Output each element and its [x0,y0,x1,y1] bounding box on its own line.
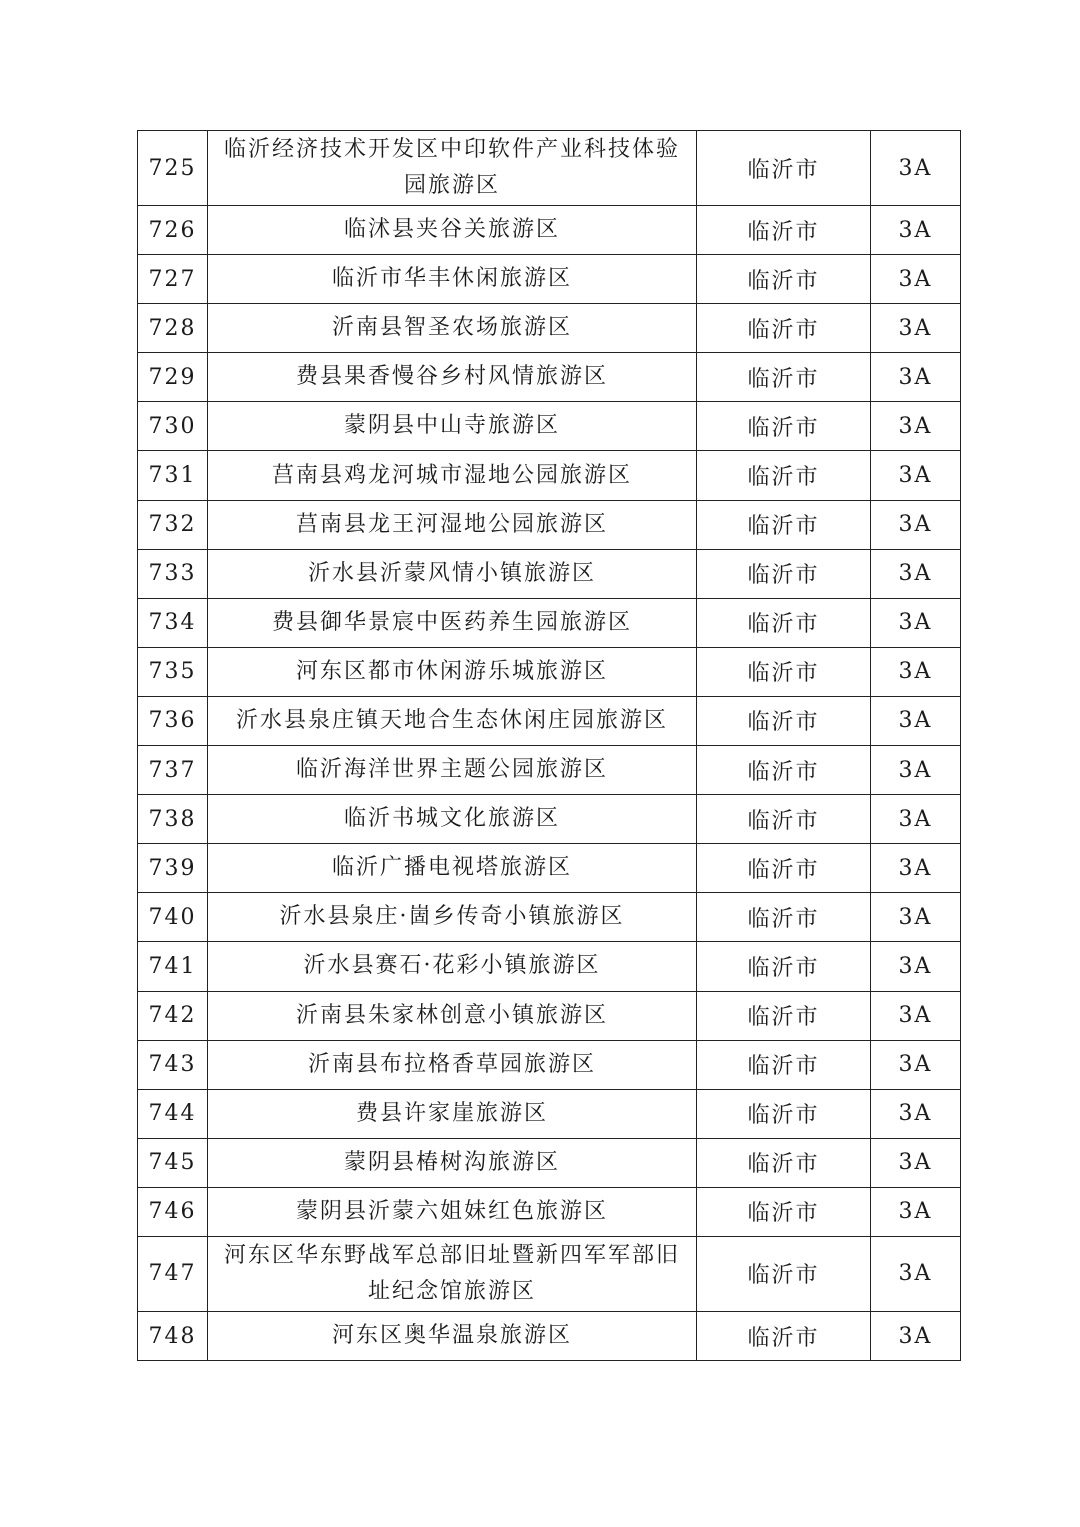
scenic-spot-name: 河东区奥华温泉旅游区 [208,1311,697,1360]
table-row [138,1138,961,1187]
table-row [138,1040,961,1089]
grade: 3A [871,893,961,942]
grade: 3A [871,1040,961,1089]
table-row [138,255,961,304]
grade: 3A [871,1138,961,1187]
city: 临沂市 [697,353,871,402]
table-row [138,893,961,942]
table-row [138,696,961,745]
table-row [138,942,961,991]
table-row [138,647,961,696]
row-number: 743 [138,1040,208,1089]
grade: 3A [871,696,961,745]
row-number: 729 [138,353,208,402]
city: 临沂市 [697,598,871,647]
grade: 3A [871,353,961,402]
row-number: 748 [138,1311,208,1360]
scenic-spot-name: 莒南县龙王河湿地公园旅游区 [208,500,697,549]
city: 临沂市 [697,206,871,255]
scenic-spot-name: 沂水县泉庄·崮乡传奇小镇旅游区 [208,893,697,942]
city: 临沂市 [697,991,871,1040]
scenic-spot-name: 河东区都市休闲游乐城旅游区 [208,647,697,696]
scenic-spot-name: 莒南县鸡龙河城市湿地公园旅游区 [208,451,697,500]
city: 临沂市 [697,451,871,500]
row-number: 738 [138,795,208,844]
grade: 3A [871,255,961,304]
city: 临沂市 [697,647,871,696]
scenic-spot-name: 临沂海洋世界主题公园旅游区 [208,746,697,795]
row-number: 736 [138,696,208,745]
scenic-spot-name: 沂南县智圣农场旅游区 [208,304,697,353]
city: 临沂市 [697,1040,871,1089]
city: 临沂市 [697,1138,871,1187]
table-row [138,795,961,844]
table-row [138,549,961,598]
table-row [138,598,961,647]
scenic-spot-name: 临沂广播电视塔旅游区 [208,844,697,893]
scenic-spot-name: 费县御华景宸中医药养生园旅游区 [208,598,697,647]
city: 临沂市 [697,746,871,795]
table-row [138,451,961,500]
row-number: 745 [138,1138,208,1187]
city: 临沂市 [697,255,871,304]
grade: 3A [871,206,961,255]
table-row [138,206,961,255]
scenic-spot-name: 沂南县朱家林创意小镇旅游区 [208,991,697,1040]
scenic-spot-name: 蒙阴县中山寺旅游区 [208,402,697,451]
city: 临沂市 [697,131,871,206]
scenic-spot-name: 费县果香慢谷乡村风情旅游区 [208,353,697,402]
table-row [138,1311,961,1360]
row-number: 725 [138,131,208,206]
table-row [138,402,961,451]
table-row [138,131,961,206]
scenic-spot-name: 沂南县布拉格香草园旅游区 [208,1040,697,1089]
grade: 3A [871,647,961,696]
row-number: 734 [138,598,208,647]
table-row [138,1089,961,1138]
city: 临沂市 [697,1311,871,1360]
scenic-spot-name: 沂水县沂蒙风情小镇旅游区 [208,549,697,598]
grade: 3A [871,795,961,844]
grade: 3A [871,1187,961,1236]
row-number: 730 [138,402,208,451]
grade: 3A [871,304,961,353]
row-number: 744 [138,1089,208,1138]
row-number: 731 [138,451,208,500]
grade: 3A [871,991,961,1040]
city: 临沂市 [697,1236,871,1311]
grade: 3A [871,1236,961,1311]
row-number: 728 [138,304,208,353]
row-number: 747 [138,1236,208,1311]
row-number: 746 [138,1187,208,1236]
scenic-spot-name: 河东区华东野战军总部旧址暨新四军军部旧址纪念馆旅游区 [208,1236,697,1311]
scenic-spots-table [137,130,961,1361]
grade: 3A [871,500,961,549]
grade: 3A [871,402,961,451]
row-number: 727 [138,255,208,304]
grade: 3A [871,549,961,598]
city: 临沂市 [697,549,871,598]
scenic-spot-name: 蒙阴县沂蒙六姐妹红色旅游区 [208,1187,697,1236]
scenic-spot-name: 蒙阴县椿树沟旅游区 [208,1138,697,1187]
row-number: 739 [138,844,208,893]
city: 临沂市 [697,500,871,549]
table-row [138,991,961,1040]
city: 临沂市 [697,304,871,353]
grade: 3A [871,1311,961,1360]
scenic-spot-name: 费县许家崖旅游区 [208,1089,697,1138]
row-number: 732 [138,500,208,549]
grade: 3A [871,598,961,647]
city: 临沂市 [697,1089,871,1138]
city: 临沂市 [697,696,871,745]
table-row [138,746,961,795]
grade: 3A [871,451,961,500]
grade: 3A [871,844,961,893]
row-number: 735 [138,647,208,696]
city: 临沂市 [697,795,871,844]
grade: 3A [871,746,961,795]
row-number: 726 [138,206,208,255]
scenic-spot-name: 临沂书城文化旅游区 [208,795,697,844]
scenic-spot-name: 沂水县泉庄镇天地合生态休闲庄园旅游区 [208,696,697,745]
city: 临沂市 [697,402,871,451]
scenic-spot-name: 临沭县夹谷关旅游区 [208,206,697,255]
row-number: 742 [138,991,208,1040]
city: 临沂市 [697,942,871,991]
city: 临沂市 [697,844,871,893]
table-row [138,304,961,353]
row-number: 737 [138,746,208,795]
table-row [138,844,961,893]
scenic-spot-name: 沂水县赛石·花彩小镇旅游区 [208,942,697,991]
row-number: 741 [138,942,208,991]
scenic-spot-name: 临沂经济技术开发区中印软件产业科技体验园旅游区 [208,131,697,206]
grade: 3A [871,131,961,206]
table-row [138,500,961,549]
city: 临沂市 [697,1187,871,1236]
table-row [138,353,961,402]
city: 临沂市 [697,893,871,942]
table-row [138,1187,961,1236]
scenic-spot-name: 临沂市华丰休闲旅游区 [208,255,697,304]
row-number: 733 [138,549,208,598]
row-number: 740 [138,893,208,942]
table-row [138,1236,961,1311]
grade: 3A [871,1089,961,1138]
grade: 3A [871,942,961,991]
